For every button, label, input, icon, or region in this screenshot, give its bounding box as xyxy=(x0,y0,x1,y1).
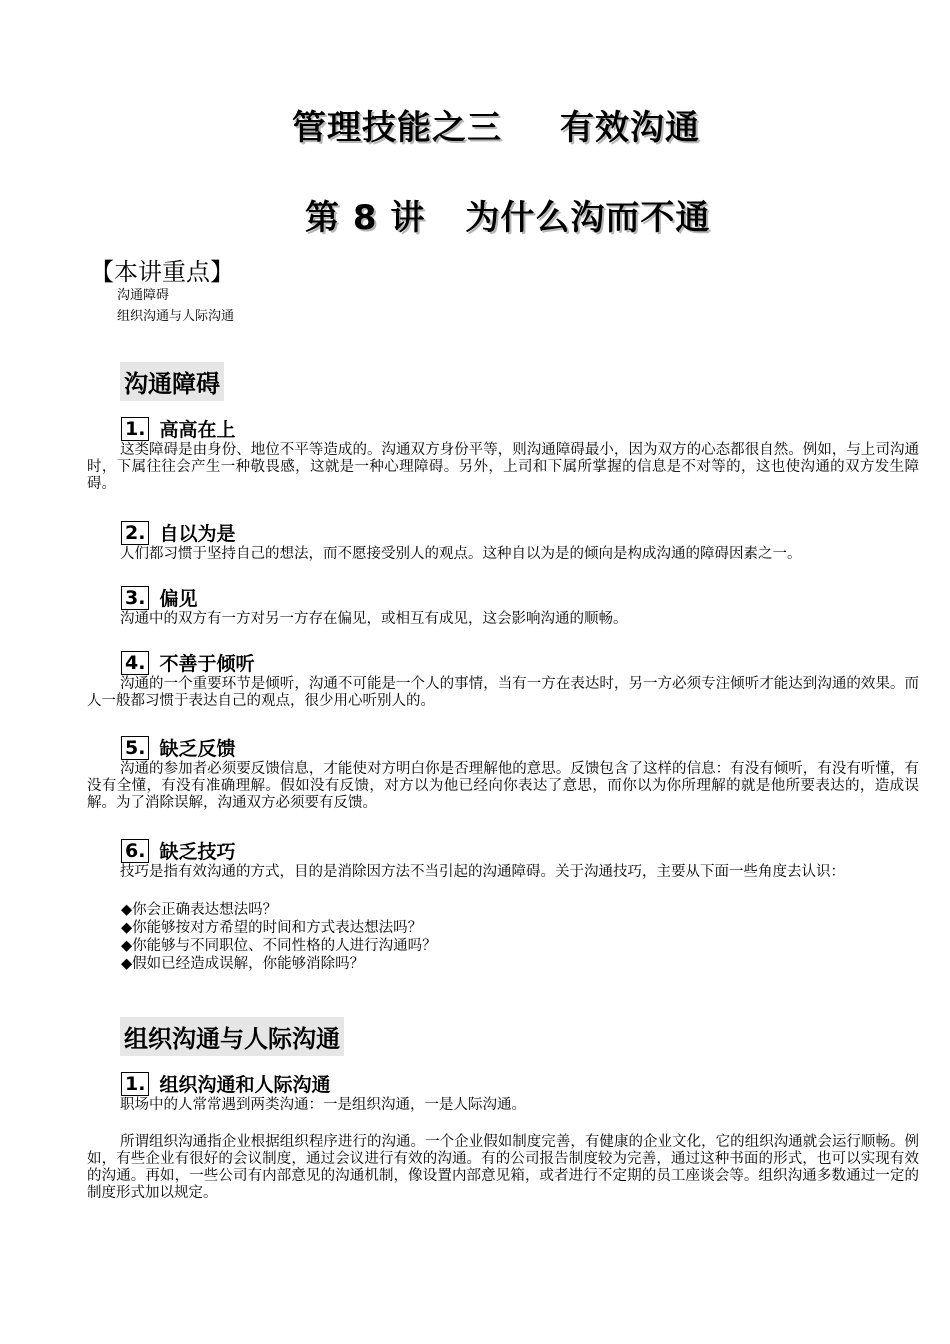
bullet-item: ◆ 你能够与不同职位、不同性格的人进行沟通吗？ xyxy=(121,937,437,955)
subheading-title: 自以为是 xyxy=(159,523,236,545)
section-heading-organizational: 组织沟通与人际沟通 xyxy=(120,1017,344,1056)
lecture-number: 第 8 讲 xyxy=(305,198,426,238)
key-point-item: 组织沟通与人际沟通 xyxy=(117,309,235,324)
subheading-number: 4. xyxy=(121,651,149,675)
subheading xyxy=(121,837,235,864)
subheading-number: 2. xyxy=(121,521,149,545)
main-title xyxy=(292,100,700,149)
paragraph: 沟通中的双方有一方对另一方存在偏见，或相互有成见，这会影响沟通的顺畅。 xyxy=(120,611,628,627)
subheading xyxy=(121,415,235,442)
subheading-title: 不善于倾听 xyxy=(159,653,255,675)
subheading-number: 3. xyxy=(121,586,149,610)
bullet-item: ◆ 你能够按对方希望的时间和方式表达想法吗？ xyxy=(121,919,437,937)
subheading xyxy=(121,649,254,676)
lecture-topic: 为什么沟而不通 xyxy=(465,198,711,238)
bullet-item: ◆ 你会正确表达想法吗？ xyxy=(121,901,437,919)
subheading-number: 5. xyxy=(121,736,149,760)
paragraph: 沟通的参加者必须要反馈信息，才能使对方明白你是否理解他的意思。反馈包含了这样的信息：有没有倾听，有没有听懂，有没有全懂，有没有准确理解。假如没有反馈，对方以为他已经向你表达了意思，而你以为你所理解的就是他所要表达的，造成误解。为了消除误解，沟通双方必须要有反馈。 xyxy=(87,761,919,811)
bullet-list xyxy=(121,901,437,973)
paragraph: 人们都习惯于坚持自己的想法，而不愿接受别人的观点。这种自以为是的倾向是构成沟通的障碍因素之一。 xyxy=(120,546,802,562)
paragraph: 这类障碍是由身份、地位不平等造成的。沟通双方身份平等，则沟通障碍最小，因为双方的心态都很自然。例如，与上司沟通时，下属往往会产生一种敬畏感，这就是一种心理障碍。另外，上司和下属所掌握的信息是不对等的，这也使沟通的双方发生障碍。 xyxy=(87,442,919,492)
main-title-part2: 有效沟通 xyxy=(560,108,700,148)
paragraph: 技巧是指有效沟通的方式，目的是消除因方法不当引起的沟通障碍。关于沟通技巧，主要从下面一些角度去认识： xyxy=(120,864,845,880)
subheading-title: 组织沟通和人际沟通 xyxy=(159,1074,331,1096)
main-title-part1: 管理技能之三 xyxy=(292,108,502,148)
subheading-title: 高高在上 xyxy=(159,419,236,441)
paragraph: 沟通的一个重要环节是倾听，沟通不可能是一个人的事情，当有一方在表达时，另一方必须专注倾听才能达到沟通的效果。而人一般都习惯于表达自己的观点，很少用心听别人的。 xyxy=(87,676,919,709)
subheading-number: 1. xyxy=(121,417,149,441)
subheading xyxy=(121,519,235,546)
key-point-item: 沟通障碍 xyxy=(117,288,170,303)
subheading-title: 缺乏技巧 xyxy=(159,841,236,863)
section-heading-barriers: 沟通障碍 xyxy=(120,362,224,401)
subheading xyxy=(121,1070,330,1097)
key-points-heading: 【本讲重点】 xyxy=(90,258,234,286)
subheading-number: 6. xyxy=(121,839,149,863)
paragraph: 所谓组织沟通指企业根据组织程序进行的沟通。一个企业假如制度完善，有健康的企业文化，它的组织沟通就会运行顺畅。例如，有些企业有很好的会议制度，通过会议进行有效的沟通。有的公司报告制度较为完善，通过这种书面的形式，也可以实现有效的沟通。再如，一些公司有内部意见的沟通机制，像设置内部意见箱，或者进行不定期的员工座谈会等。组织沟通多数通过一定的制度形式加以规定。 xyxy=(87,1134,919,1201)
bullet-item: ◆ 假如已经造成误解，你能够消除吗？ xyxy=(121,955,437,973)
subheading xyxy=(121,734,235,761)
subheading-title: 偏见 xyxy=(159,588,198,610)
subheading-number: 1. xyxy=(121,1072,149,1096)
subheading-title: 缺乏反馈 xyxy=(159,738,236,760)
paragraph: 职场中的人常常遇到两类沟通：一是组织沟通，一是人际沟通。 xyxy=(120,1097,526,1113)
lecture-title xyxy=(305,190,710,239)
subheading xyxy=(121,584,197,611)
